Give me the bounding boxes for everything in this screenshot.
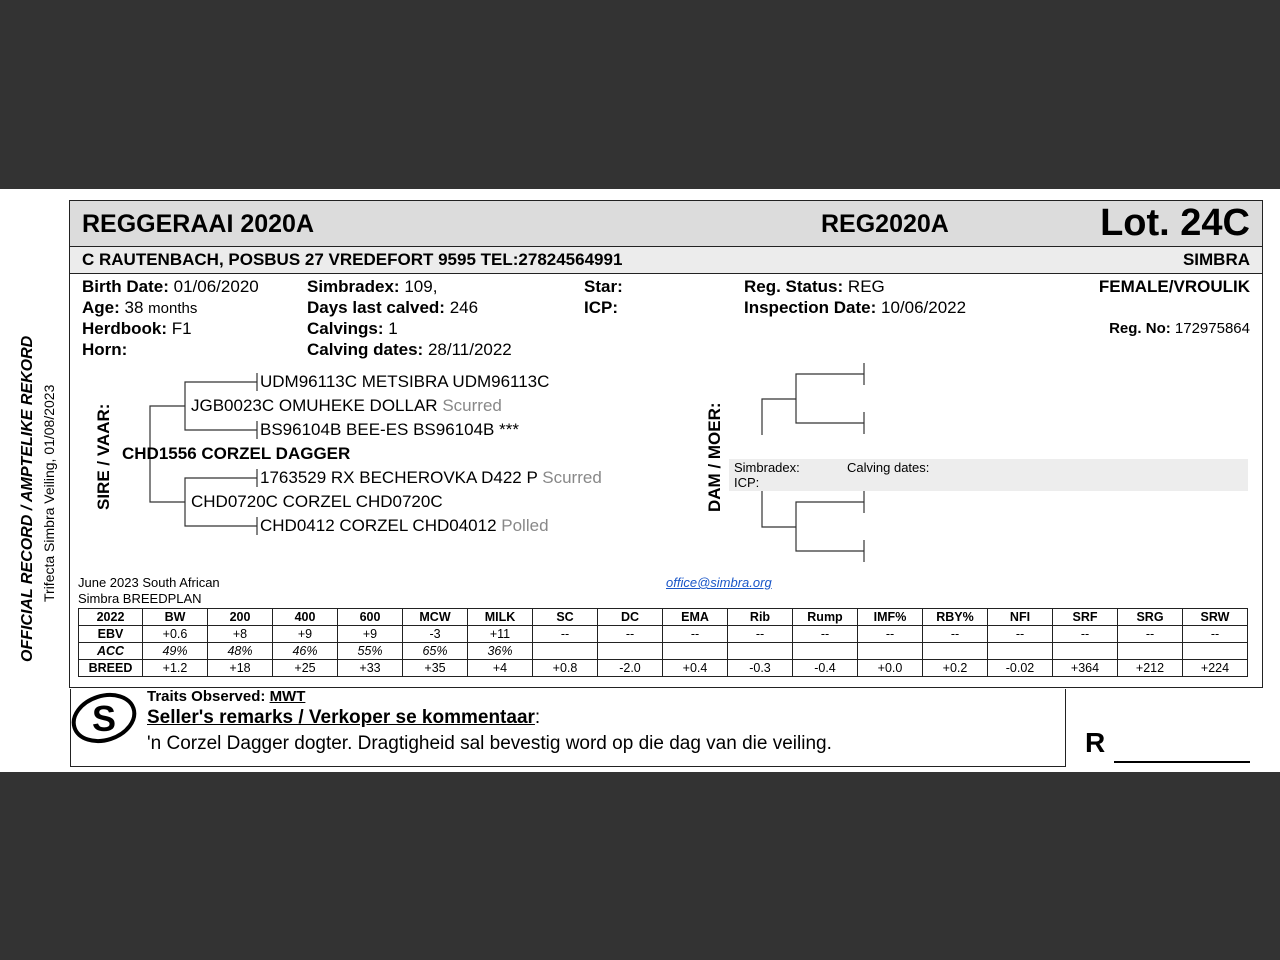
reg-no: Reg. No: 172975864 [1109, 320, 1250, 337]
table-cell: 46% [273, 643, 338, 660]
sire-sire: JGB0023C OMUHEKE DOLLAR Scurred [191, 396, 502, 415]
table-header-row [79, 609, 1248, 626]
header-cell: Rump [793, 609, 858, 626]
lot-record-sheet [0, 189, 1280, 772]
reg-status: Reg. Status: REG [744, 277, 885, 296]
table-cell: +25 [273, 660, 338, 677]
sire-dam-dam: CHD0412 CORZEL CHD04012 Polled [260, 516, 549, 535]
header-cell: MILK [468, 609, 533, 626]
herdbook: Herdbook: F1 [82, 319, 192, 338]
official-record-label: OFFICIAL RECORD / AMPTELIKE REKORD [19, 335, 36, 662]
seller-remarks-heading: Seller's remarks / Verkoper se kommentaar: [147, 707, 541, 728]
dam-icp: ICP: [734, 475, 760, 490]
lot-card [69, 200, 1263, 758]
ebv-row [79, 626, 1248, 643]
table-cell: +212 [1118, 660, 1183, 677]
table-cell: +11 [468, 626, 533, 643]
table-cell: -- [663, 626, 728, 643]
table-cell: +33 [338, 660, 403, 677]
days-last-calved: Days last calved: 246 [307, 298, 479, 317]
seller-comment: 'n Corzel Dagger dogter. Dragtigheid sal bevestig word op die dag van die veiling. [147, 733, 832, 754]
age: Age: 38 months [82, 298, 198, 317]
lot-number: Lot. 24C [1100, 202, 1250, 244]
remarks-box [70, 689, 1066, 767]
table-cell: +0.0 [858, 660, 923, 677]
dam-label: DAM / MOER: [705, 402, 724, 512]
breeder-info: C RAUTENBACH, POSBUS 27 VREDEFORT 9595 TEL:27824564991 [82, 250, 623, 269]
table-cell: +4 [468, 660, 533, 677]
table-cell [793, 643, 858, 660]
table-cell [533, 643, 598, 660]
header-cell: Rib [728, 609, 793, 626]
table-cell [598, 643, 663, 660]
header-cell: SC [533, 609, 598, 626]
header-cell: SRW [1183, 609, 1248, 626]
table-cell: -- [598, 626, 663, 643]
table-cell: +8 [208, 626, 273, 643]
table-cell [728, 643, 793, 660]
table-cell: -- [988, 626, 1053, 643]
table-cell: 65% [403, 643, 468, 660]
table-cell: +1.2 [143, 660, 208, 677]
sire-name: CHD1556 CORZEL DAGGER [122, 444, 351, 463]
header-cell: 600 [338, 609, 403, 626]
simbra-logo-icon [71, 688, 137, 746]
row-label: BREED [79, 660, 143, 677]
simbradex: Simbradex: 109, [307, 277, 438, 296]
dam-calving-dates: Calving dates: [847, 460, 930, 475]
breedplan-title: June 2023 South African [78, 575, 220, 590]
dam-info-bar [729, 459, 1248, 491]
table-cell: -3 [403, 626, 468, 643]
header-cell: 400 [273, 609, 338, 626]
table-cell: +224 [1183, 660, 1248, 677]
table-cell: -0.02 [988, 660, 1053, 677]
breed-name: SIMBRA [1182, 250, 1250, 269]
table-cell: 48% [208, 643, 273, 660]
table-cell [923, 643, 988, 660]
r-signature-line[interactable] [1114, 761, 1250, 763]
table-cell [1118, 643, 1183, 660]
header-cell: BW [143, 609, 208, 626]
header-cell: MCW [403, 609, 468, 626]
table-cell: -- [1183, 626, 1248, 643]
r-label: R [1085, 727, 1106, 758]
table-cell: -0.4 [793, 660, 858, 677]
table-cell: +0.6 [143, 626, 208, 643]
email-link[interactable]: office@simbra.org [666, 575, 772, 590]
dam-simbradex: Simbradex: [734, 460, 800, 475]
table-cell: +0.2 [923, 660, 988, 677]
table-cell: +0.4 [663, 660, 728, 677]
ebv-table [78, 608, 1248, 677]
inspection-date: Inspection Date: 10/06/2022 [744, 298, 967, 317]
header-cell: SRF [1053, 609, 1118, 626]
table-cell: 36% [468, 643, 533, 660]
table-cell [988, 643, 1053, 660]
header-cell: EMA [663, 609, 728, 626]
traits-observed: Traits Observed: MWT [147, 688, 306, 705]
table-cell: 55% [338, 643, 403, 660]
calving-dates: Calving dates: 28/11/2022 [307, 340, 512, 359]
sire-label: SIRE / VAAR: [94, 403, 113, 510]
star: Star: [584, 277, 623, 296]
sire-dam-sire: 1763529 RX BECHEROVKA D422 P Scurred [260, 468, 602, 487]
table-cell: 49% [143, 643, 208, 660]
table-cell: +0.8 [533, 660, 598, 677]
result-box [1065, 689, 1264, 767]
auction-label: Trifecta Simbra Veiling, 01/08/2023 [41, 384, 57, 602]
sire-dam: CHD0720C CORZEL CHD0720C [191, 492, 443, 511]
icp: ICP: [584, 298, 618, 317]
birth-date: Birth Date: 01/06/2020 [82, 277, 259, 296]
sire-sire-dam: BS96104B BEE-ES BS96104B *** [260, 420, 519, 439]
table-cell: -- [533, 626, 598, 643]
table-cell: -2.0 [598, 660, 663, 677]
table-cell: -- [1118, 626, 1183, 643]
table-cell: +9 [273, 626, 338, 643]
sire-sire-sire: UDM96113C METSIBRA UDM96113C [260, 372, 550, 391]
table-cell [1053, 643, 1118, 660]
table-cell: +35 [403, 660, 468, 677]
breedplan-subtitle: Simbra BREEDPLAN [78, 591, 202, 606]
table-cell [1183, 643, 1248, 660]
header-cell: RBY% [923, 609, 988, 626]
dam-pedigree-lines [750, 341, 880, 571]
header-cell: IMF% [858, 609, 923, 626]
table-cell: -- [858, 626, 923, 643]
acc-row [79, 643, 1248, 660]
header-cell: NFI [988, 609, 1053, 626]
table-cell [858, 643, 923, 660]
horn: Horn: [82, 340, 128, 359]
table-cell: -0.3 [728, 660, 793, 677]
sex: FEMALE/VROULIK [1098, 277, 1250, 296]
table-cell: +9 [338, 626, 403, 643]
animal-id: REG2020A [821, 210, 949, 238]
header-cell: SRG [1118, 609, 1183, 626]
header-cell: DC [598, 609, 663, 626]
table-cell [663, 643, 728, 660]
table-cell: -- [793, 626, 858, 643]
calvings: Calvings: 1 [307, 319, 398, 338]
table-cell: +364 [1053, 660, 1118, 677]
table-cell: +18 [208, 660, 273, 677]
row-label: ACC [79, 643, 143, 660]
svg-text:S: S [91, 698, 117, 739]
table-cell: -- [728, 626, 793, 643]
row-label: EBV [79, 626, 143, 643]
table-cell: -- [1053, 626, 1118, 643]
header-cell: 2022 [79, 609, 143, 626]
header-cell: 200 [208, 609, 273, 626]
animal-name: REGGERAAI 2020A [82, 210, 315, 238]
table-cell: -- [923, 626, 988, 643]
breed-row [79, 660, 1248, 677]
